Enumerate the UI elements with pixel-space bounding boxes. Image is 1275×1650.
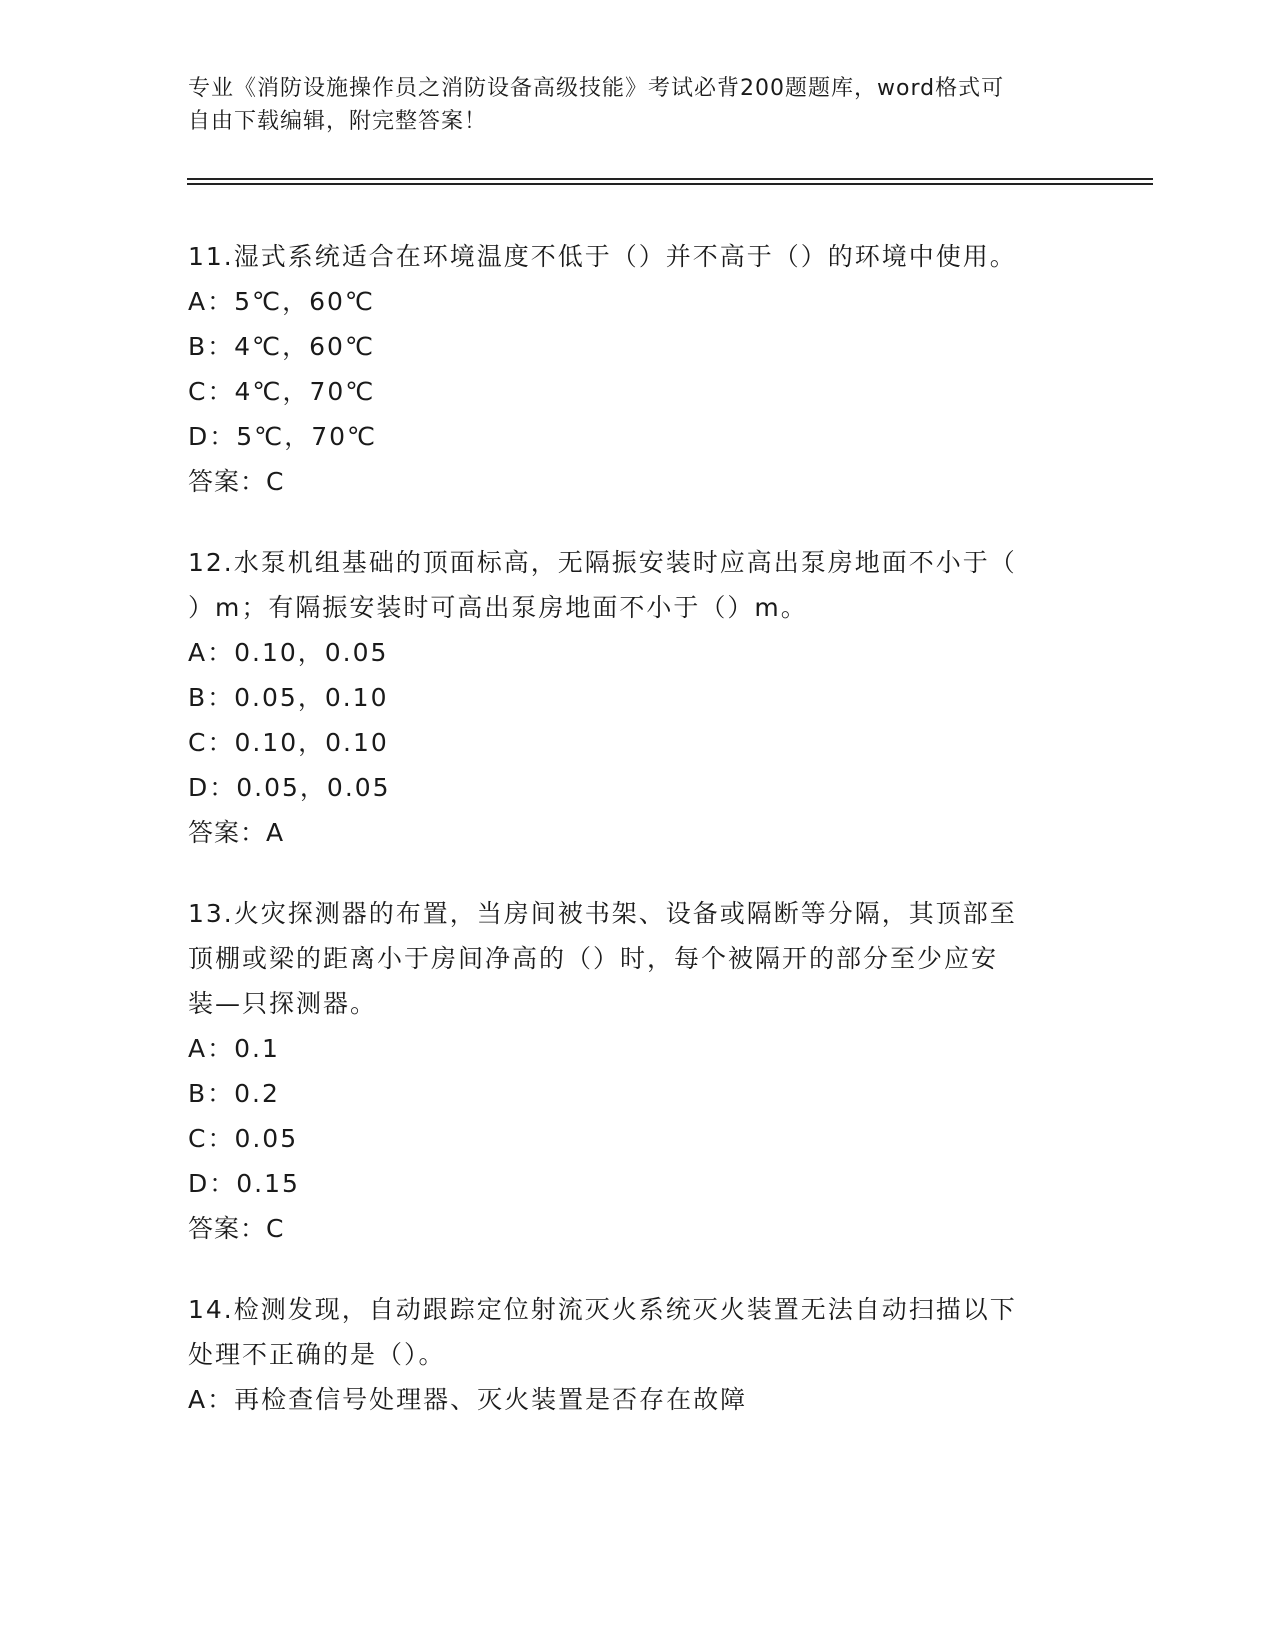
option-b: B：0.05，0.10 (188, 683, 389, 712)
stem-line: 14.检测发现，自动跟踪定位射流灭火系统灭火装置无法自动扫描以下 (188, 1295, 1017, 1324)
stem-line: 12.水泵机组基础的顶面标高，无隔振安装时应高出泵房地面不小于（ (188, 548, 1017, 577)
header-line-2: 自由下载编辑，附完整答案！ (188, 109, 488, 134)
header-line-1: 专业《消防设施操作员之消防设备高级技能》考试必背200题题库，word格式可 (188, 76, 1005, 101)
option-b: B：4℃，60℃ (188, 332, 376, 361)
document-header (188, 72, 1068, 138)
option-list (188, 279, 1088, 459)
question-11 (188, 234, 1088, 504)
stem-line: 处理不正确的是（）。 (188, 1340, 446, 1369)
option-a: A：再检查信号处理器、灭火装置是否存在故障 (188, 1385, 748, 1414)
option-c: C：0.10，0.10 (188, 728, 389, 757)
option-a: A：5℃，60℃ (188, 287, 375, 316)
answer-line: 答案：A (188, 818, 285, 847)
question-stem (188, 540, 1088, 630)
answer-line: 答案：C (188, 1214, 285, 1243)
question-13 (188, 891, 1088, 1251)
option-c: C：4℃，70℃ (188, 377, 376, 406)
option-a: A：0.1 (188, 1034, 280, 1063)
question-stem (188, 234, 1088, 279)
stem-line: ）m；有隔振安装时可高出泵房地面不小于（）m。 (188, 593, 808, 622)
option-a: A：0.10，0.05 (188, 638, 389, 667)
stem-line: 13.火灾探测器的布置，当房间被书架、设备或隔断等分隔，其顶部至 (188, 899, 1017, 928)
question-12 (188, 540, 1088, 855)
question-14 (188, 1287, 1088, 1422)
option-d: D：0.05，0.05 (188, 773, 391, 802)
stem-line: 11.湿式系统适合在环境温度不低于（）并不高于（）的环境中使用。 (188, 242, 1017, 271)
stem-line: 装—只探测器。 (188, 989, 378, 1018)
question-stem (188, 1287, 1088, 1377)
header-divider-bottom (187, 183, 1153, 185)
option-b: B：0.2 (188, 1079, 280, 1108)
answer-line: 答案：C (188, 467, 285, 496)
option-list (188, 1377, 1088, 1422)
question-stem (188, 891, 1088, 1026)
option-d: D：5℃，70℃ (188, 422, 378, 451)
option-c: C：0.05 (188, 1124, 299, 1153)
question-list (188, 234, 1088, 1458)
option-d: D：0.15 (188, 1169, 300, 1198)
header-divider-top (187, 178, 1153, 180)
option-list (188, 630, 1088, 810)
option-list (188, 1026, 1088, 1206)
stem-line: 顶棚或梁的距离小于房间净高的（）时，每个被隔开的部分至少应安 (188, 944, 999, 973)
